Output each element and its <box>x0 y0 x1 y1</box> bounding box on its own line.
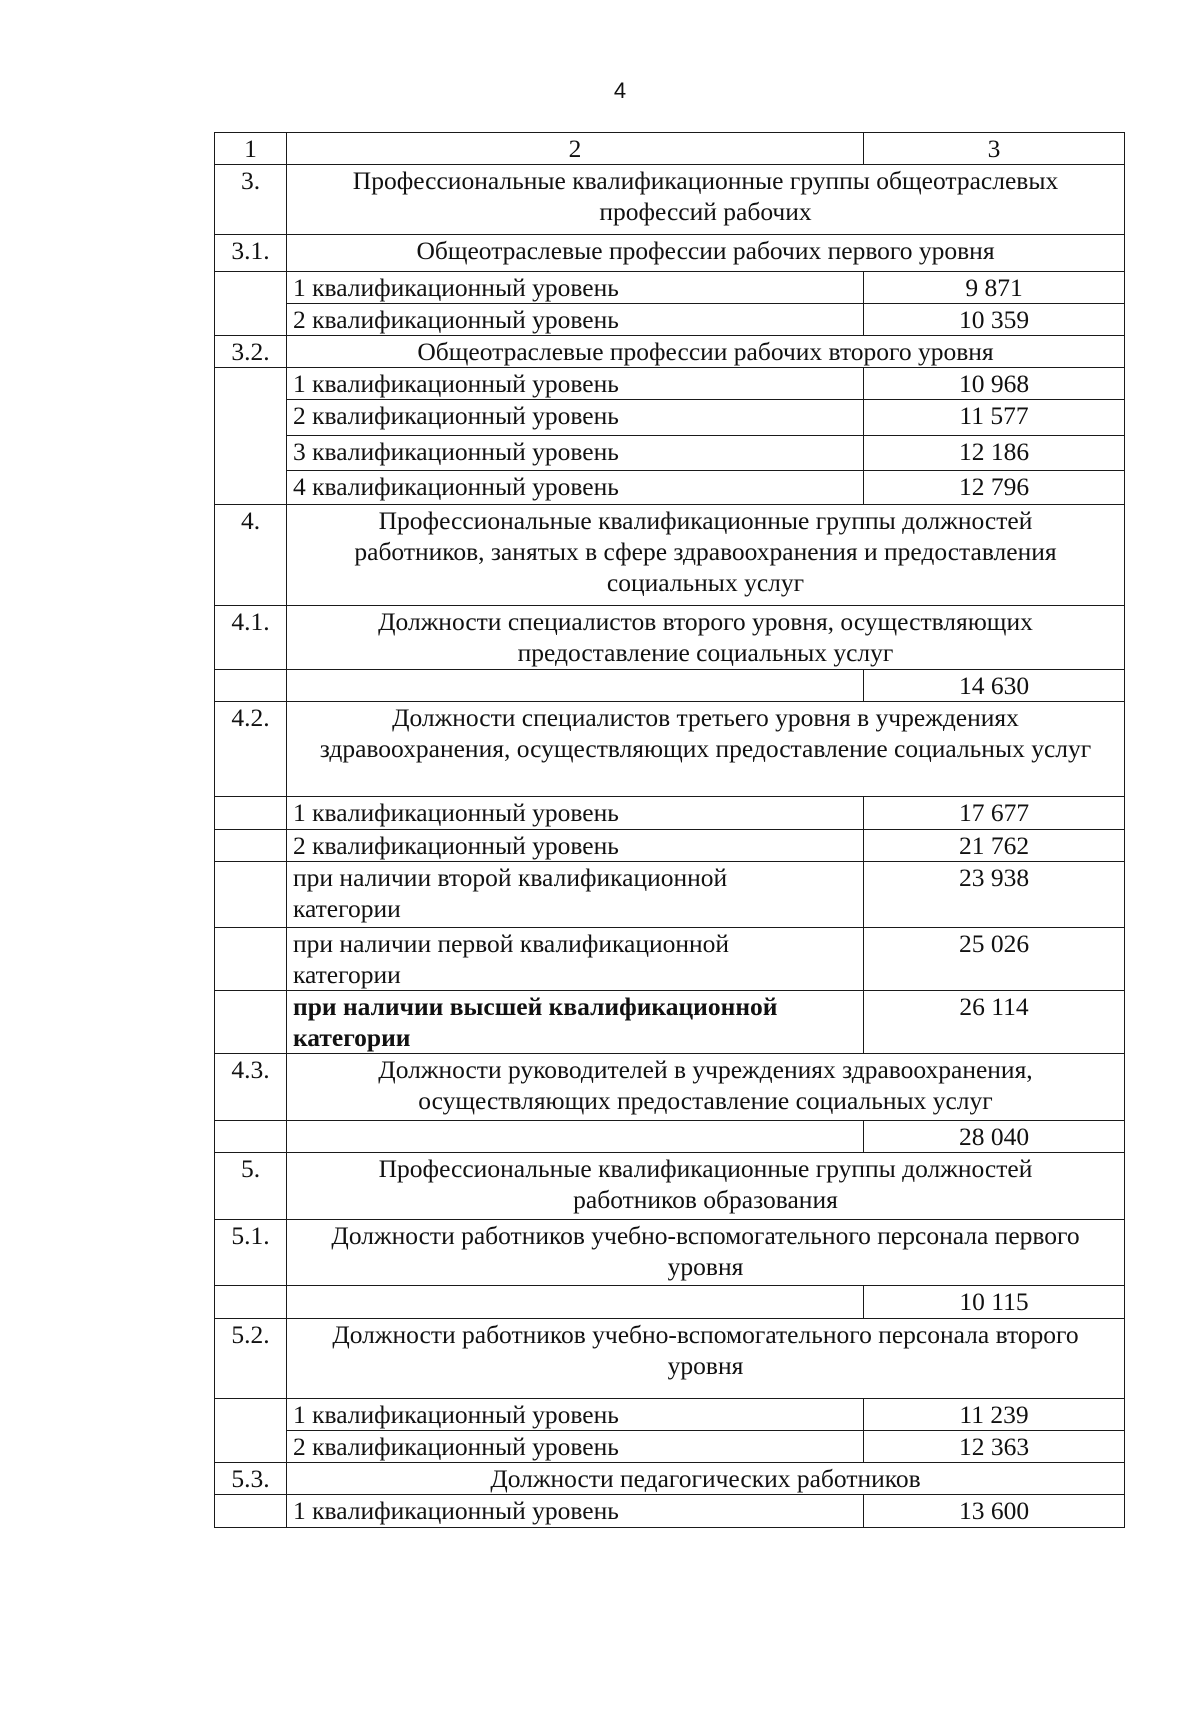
section-title: Должности руководителей в учреждениях здравоохранения, осуществляющих предоставление социальных услуг <box>287 1054 1125 1121</box>
level-label: 1 квалификационный уровень <box>287 1399 864 1431</box>
empty-num-cell <box>215 1121 287 1153</box>
section-title: Профессиональные квалификационные группы общеотраслевых профессий рабочих <box>287 165 1125 235</box>
table-row <box>215 471 1125 505</box>
page-number: 4 <box>613 78 627 103</box>
level-label: 1 квалификационный уровень <box>287 1495 864 1528</box>
salary-value: 28 040 <box>864 1121 1125 1153</box>
table-header-row <box>215 133 1125 165</box>
salary-value: 13 600 <box>864 1495 1125 1528</box>
table-row <box>215 797 1125 830</box>
salary-value: 14 630 <box>864 670 1125 702</box>
empty-num-cell <box>215 1495 287 1528</box>
empty-num-cell <box>215 1286 287 1319</box>
level-label: 4 квалификационный уровень <box>287 471 864 505</box>
table-row <box>215 928 1125 991</box>
row-number: 4.1. <box>215 606 287 670</box>
section-row <box>215 1220 1125 1286</box>
table-row <box>215 436 1125 471</box>
table-row <box>215 1121 1125 1153</box>
table-row <box>215 991 1125 1054</box>
salary-value: 10 359 <box>864 304 1125 336</box>
empty-num-cell <box>215 862 287 928</box>
section-title: Должности специалистов второго уровня, осуществляющих предоставление социальных услуг <box>287 606 1125 670</box>
empty-num-cell <box>215 797 287 830</box>
section-row <box>215 336 1125 368</box>
row-number: 3.1. <box>215 235 287 272</box>
header-col-2: 2 <box>287 133 864 165</box>
level-label: 2 квалификационный уровень <box>287 304 864 336</box>
table-row <box>215 862 1125 928</box>
salary-value: 23 938 <box>864 862 1125 928</box>
table-row <box>215 1399 1125 1431</box>
section-title: Общеотраслевые профессии рабочих второго уровня <box>287 336 1125 368</box>
row-number: 5.3. <box>215 1463 287 1495</box>
category-label: при наличии второй квалификационной категории <box>287 862 864 928</box>
empty-num-cell <box>215 991 287 1054</box>
salary-value: 21 762 <box>864 830 1125 862</box>
section-title: Должности работников учебно-вспомогательного персонала второго уровня <box>287 1319 1125 1399</box>
section-title: Профессиональные квалификационные группы должностей работников образования <box>287 1153 1125 1220</box>
header-col-1: 1 <box>215 133 287 165</box>
salary-value: 11 239 <box>864 1399 1125 1431</box>
empty-num-cell <box>215 830 287 862</box>
row-number: 3.2. <box>215 336 287 368</box>
section-row <box>215 1319 1125 1399</box>
section-title: Профессиональные квалификационные группы должностей работников, занятых в сфере здравоохранения и предоставления социальных услуг <box>287 505 1125 606</box>
section-row <box>215 606 1125 670</box>
table-row <box>215 1286 1125 1319</box>
salary-value: 12 796 <box>864 471 1125 505</box>
empty-num-cell <box>215 272 287 336</box>
empty-num-cell <box>215 670 287 702</box>
salary-value: 25 026 <box>864 928 1125 991</box>
section-row <box>215 1463 1125 1495</box>
row-number: 4.3. <box>215 1054 287 1121</box>
section-row <box>215 235 1125 272</box>
category-label: при наличии высшей квалификационной категории <box>287 991 864 1054</box>
level-label: 1 квалификационный уровень <box>287 272 864 304</box>
empty-label-cell <box>287 1121 864 1153</box>
level-label: 1 квалификационный уровень <box>287 368 864 400</box>
row-number: 4.2. <box>215 702 287 797</box>
level-label: 2 квалификационный уровень <box>287 400 864 436</box>
table-row <box>215 670 1125 702</box>
section-row <box>215 1153 1125 1220</box>
section-title: Должности педагогических работников <box>287 1463 1125 1495</box>
level-label: 2 квалификационный уровень <box>287 1431 864 1463</box>
row-number: 5.1. <box>215 1220 287 1286</box>
section-title: Общеотраслевые профессии рабочих первого уровня <box>287 235 1125 272</box>
salary-value: 10 968 <box>864 368 1125 400</box>
table-row <box>215 368 1125 400</box>
table-row <box>215 1431 1125 1463</box>
section-row <box>215 165 1125 235</box>
salary-value: 11 577 <box>864 400 1125 436</box>
section-row <box>215 1054 1125 1121</box>
row-number: 3. <box>215 165 287 235</box>
salary-value: 12 363 <box>864 1431 1125 1463</box>
section-row <box>215 702 1125 797</box>
level-label: 3 квалификационный уровень <box>287 436 864 471</box>
row-number: 5. <box>215 1153 287 1220</box>
empty-num-cell <box>215 1399 287 1463</box>
table-row <box>215 400 1125 436</box>
empty-label-cell <box>287 670 864 702</box>
empty-label-cell <box>287 1286 864 1319</box>
header-col-3: 3 <box>864 133 1125 165</box>
table-row <box>215 1495 1125 1528</box>
category-label: при наличии первой квалификационной категории <box>287 928 864 991</box>
row-number: 5.2. <box>215 1319 287 1399</box>
section-row <box>215 505 1125 606</box>
level-label: 1 квалификационный уровень <box>287 797 864 830</box>
table-row <box>215 272 1125 304</box>
salary-value: 12 186 <box>864 436 1125 471</box>
salary-value: 17 677 <box>864 797 1125 830</box>
salary-value: 26 114 <box>864 991 1125 1054</box>
table-row <box>215 304 1125 336</box>
empty-num-cell <box>215 928 287 991</box>
salary-table <box>214 132 1125 1528</box>
salary-value: 10 115 <box>864 1286 1125 1319</box>
row-number: 4. <box>215 505 287 606</box>
salary-value: 9 871 <box>864 272 1125 304</box>
table-row <box>215 830 1125 862</box>
empty-num-cell <box>215 368 287 505</box>
level-label: 2 квалификационный уровень <box>287 830 864 862</box>
section-title: Должности специалистов третьего уровня в учреждениях здравоохранения, осуществляющих предоставление социальных услуг <box>287 702 1125 797</box>
section-title: Должности работников учебно-вспомогательного персонала первого уровня <box>287 1220 1125 1286</box>
